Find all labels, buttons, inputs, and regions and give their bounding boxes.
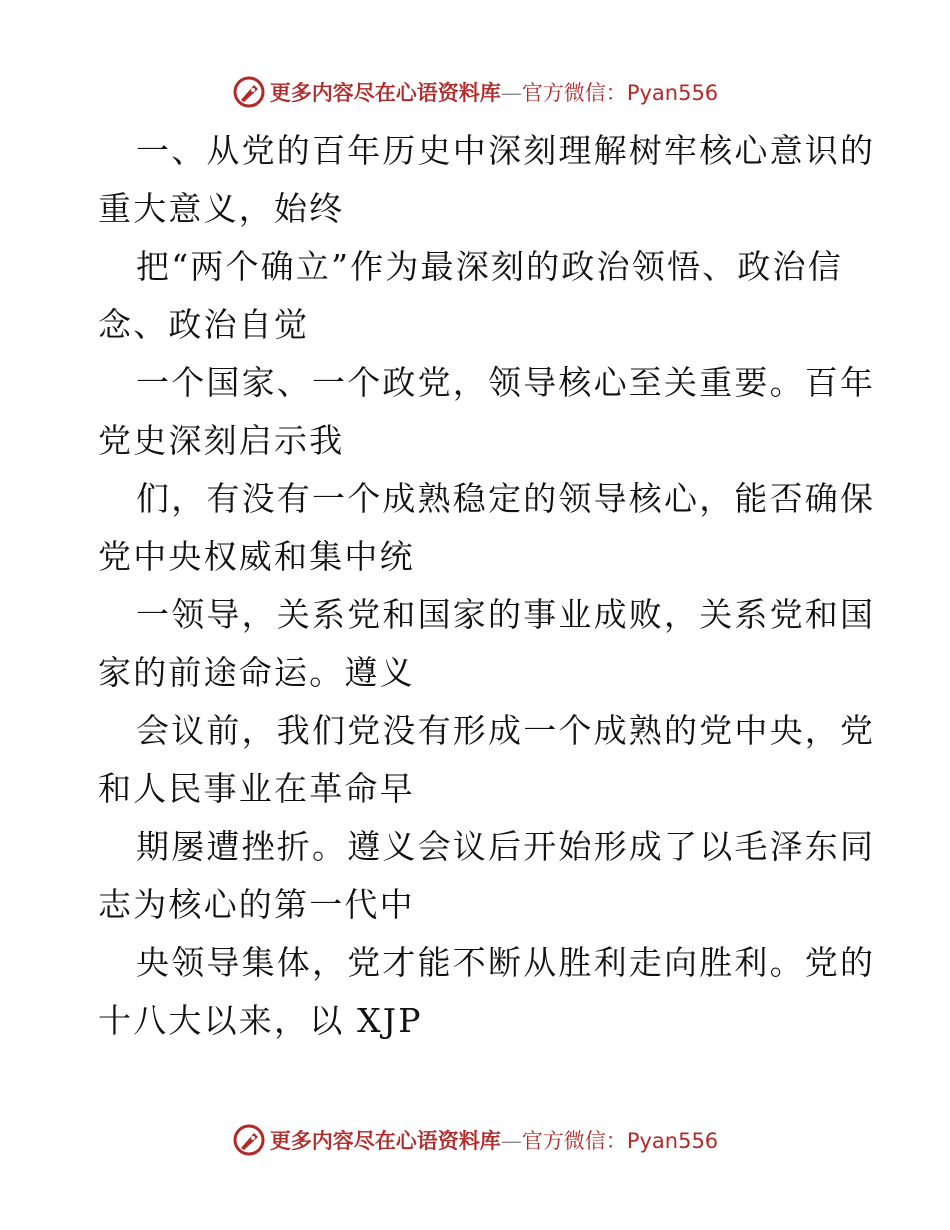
paragraph-6	[98, 702, 876, 818]
footer-main-text: 更多内容尽在心语资料库	[269, 1128, 501, 1153]
text-line: 党中央权威和集中统	[98, 537, 415, 576]
text-line: 把“两个确立”作为最深刻的政治领悟、政治信	[136, 247, 843, 286]
text-line: 志为核心的第一代中	[98, 885, 415, 924]
paragraph-8	[98, 934, 876, 1050]
footer-separator: —	[500, 1129, 522, 1153]
text-line: 一个国家、一个政党，领导核心至关重要。百年	[136, 363, 876, 402]
text-line: 重大意义，始终	[98, 189, 345, 228]
text-line: 央领导集体，党才能不断从胜利走向胜利。党的	[136, 943, 876, 982]
text-line: 们，有没有一个成熟稳定的领导核心，能否确保	[136, 479, 876, 518]
pen-nib-logo-icon	[232, 75, 266, 109]
footer-banner	[0, 1120, 950, 1160]
paragraph-3	[98, 354, 876, 470]
header-text	[270, 77, 718, 107]
header-main-text: 更多内容尽在心语资料库	[269, 80, 501, 105]
text-line: 一领导，关系党和国家的事业成败，关系党和国	[136, 595, 876, 634]
paragraph-1	[98, 122, 876, 238]
text-line: 家的前途命运。遵义	[98, 653, 415, 692]
text-line: 会议前，我们党没有形成一个成熟的党中央，党	[136, 711, 876, 750]
paragraph-2	[98, 238, 858, 354]
document-body	[98, 122, 876, 1050]
header-sub-text: 官方微信：	[521, 81, 627, 105]
text-line: 和人民事业在革命早	[98, 769, 415, 808]
text-line: 党史深刻启示我	[98, 421, 345, 460]
paragraph-5	[98, 586, 876, 702]
pen-nib-logo-icon	[232, 1123, 266, 1157]
paragraph-7	[98, 818, 876, 934]
footer-text	[270, 1125, 718, 1155]
header-wechat-id: Pyan556	[626, 81, 719, 105]
header-banner	[0, 72, 950, 112]
header-separator: —	[500, 81, 522, 105]
text-line: 一、从党的百年历史中深刻理解树牢核心意识的	[136, 131, 876, 170]
text-line: 念、政治自觉	[98, 305, 310, 344]
paragraph-4	[98, 470, 876, 586]
footer-wechat-id: Pyan556	[626, 1129, 719, 1153]
text-line: 十八大以来，以 XJP	[98, 1001, 423, 1040]
text-line: 期屡遭挫折。遵义会议后开始形成了以毛泽东同	[136, 827, 876, 866]
footer-sub-text: 官方微信：	[521, 1129, 627, 1153]
